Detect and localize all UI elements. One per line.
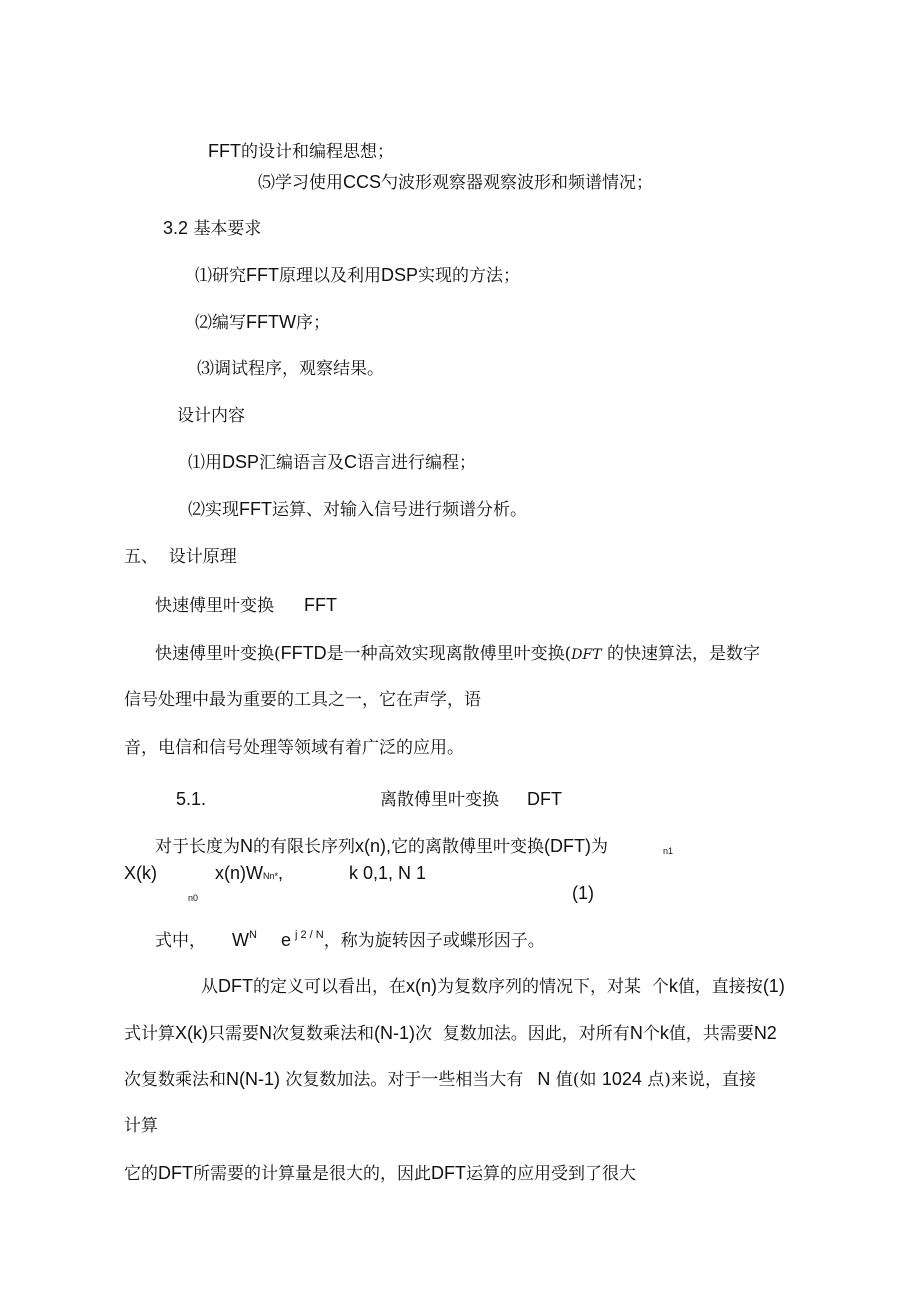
text-span: 它的离散傅里叶变换 [391,837,544,857]
text-span: 3.2 [163,218,189,238]
text-span: j 2 / N [294,929,324,941]
text-span: 音，电信和信号处理等领域有着广泛的应用。 [124,738,464,758]
text-line [258,171,653,194]
text-span: FFTW [246,312,296,332]
text-line [124,1068,756,1091]
text-span: 只需要 [208,1024,259,1044]
text-span: 的有限长序列 [253,837,355,857]
text-span: 对于长度为 [155,837,240,857]
text-span: 原理以及利用 [279,266,381,286]
text-span: n1 [663,846,674,856]
formula [349,862,426,884]
text-span: 的定义可以看出，在 [253,977,406,997]
text-span: ⑴用 [188,453,222,473]
text-span: 次复数乘法和 [124,1070,226,1090]
text-span: 式中， [155,931,206,951]
text-span: DFT [571,647,602,663]
chapter-heading [124,546,237,568]
text-span: 的快速算法，是数字 [601,644,760,664]
text-span: 序； [295,313,330,333]
text-span: DFT [218,976,253,996]
section-heading [177,405,245,427]
subsection-heading [176,788,206,811]
text-span: (1) [762,976,785,996]
text-span: ⑴研究 [195,266,246,286]
text-span: N [259,1023,272,1043]
text-span: 值，直接按 [677,977,763,997]
formula-sum-upper [663,845,673,857]
text-span: ⑵实现 [188,500,239,520]
text-span: 设计内容 [177,406,245,426]
text-span: 点)来说，直接 [641,1070,756,1090]
text-span: 离散傅里叶变换 [380,790,499,810]
text-span: k 0,1, N 1 [349,863,427,883]
text-span: FFT [208,141,241,161]
text-span: 次 复数加法。因此，对所有 [415,1024,630,1044]
text-span: DFT [527,789,562,809]
equation-number [572,882,594,904]
text-span: 所需要的计算量是很大的，因此 [193,1164,431,1184]
text-span: ，称为旋转因子或蝶形因子。 [323,931,545,951]
text-span: N2 [753,1023,777,1043]
text-span: X(k) [175,1023,208,1043]
text-line [195,264,520,287]
text-span: 运算的应用受到了很大 [466,1164,636,1184]
text-span: (N-1) [374,1023,415,1043]
text-span: (1) [572,883,594,903]
text-span: 是一种高效实现离散傅里叶变换( [326,644,572,664]
text-span: FFTD [280,643,327,663]
text-span: 从 [201,977,218,997]
text-span: CCS [343,172,382,192]
text-span: 五、 设计原理 [124,547,237,567]
text-line [124,1022,777,1045]
text-span: W [232,930,249,950]
text-span: x(n)W [215,863,263,883]
text-span: n0 [188,893,199,903]
text-span: FFT [239,499,272,519]
text-line [201,975,785,998]
text-line [124,1115,158,1137]
text-span: 汇编语言及 [259,453,345,473]
text-span: DFT [431,1163,466,1183]
text-span: 实现的方法； [418,266,521,286]
text-span: 式计算 [124,1024,175,1044]
text-span: 为 [590,837,608,857]
text-span: ⑶调试程序，观察结果。 [197,359,384,379]
text-line [197,358,384,380]
text-line [208,140,394,163]
text-span: 5.1. [176,789,207,809]
text-span: 为复数序列的情况下，对某 个 [437,977,669,997]
text-span: 语言进行编程； [357,453,477,473]
text-span: 的设计和编程思想； [241,142,394,162]
text-span: X(k) [124,863,157,883]
text-span: N [629,1023,643,1043]
text-span: FFT [246,265,279,285]
section-heading [163,217,261,240]
text-line [155,929,545,954]
subsection-heading [380,788,562,811]
text-span: x(n) [406,976,437,996]
text-span: ⑵编写 [195,313,246,333]
text-line [155,642,760,666]
text-span: 信号处理中最为重要的工具之一，它在声学，语 [124,690,481,710]
formula [215,862,283,887]
text-span: 勺波形观察器观察波形和频谱情况； [381,173,654,193]
text-line [124,1162,636,1185]
text-span: DFT [158,1163,193,1183]
text-span: 1024 [601,1069,642,1089]
text-span: e [280,930,291,950]
text-span: N [249,929,257,941]
text-span: N [263,871,270,881]
text-span: C [344,452,358,472]
text-span: n* [269,871,279,881]
text-span: 它的 [124,1164,158,1184]
text-span: 值，共需要 [668,1024,754,1044]
text-span: 次复数加法。对于一些相当大有 [280,1070,524,1090]
text-line [124,689,481,711]
text-line [188,498,527,521]
text-span: k [668,976,678,996]
text-span: N(N-1) [226,1069,280,1089]
text-span: FFT [304,595,337,615]
text-span: 次复数乘法和 [272,1024,374,1044]
text-span: 快速傅里叶变换 [155,596,274,616]
text-span: 运算、对输入信号进行频谱分析。 [272,500,527,520]
formula [124,862,157,884]
section-heading [155,594,337,617]
text-line [195,311,330,334]
text-span: DSP [381,265,419,285]
text-span: 值(如 [550,1070,602,1090]
text-span: , [278,863,284,883]
text-line [155,835,608,858]
text-span: k [659,1023,669,1043]
text-line [124,737,464,759]
text-span: 个 [642,1024,660,1044]
text-span: DSP [222,452,260,472]
text-line [188,451,476,474]
formula-sum-lower [188,892,198,904]
text-span: 基本要求 [193,219,262,239]
text-span: N [537,1069,551,1089]
text-span: x(n), [355,836,391,856]
text-span: ⑸学习使用 [258,173,343,193]
text-span: (DFT) [544,836,591,856]
text-span: 计算 [124,1116,158,1136]
text-span: 快速傅里叶变换( [155,644,281,664]
text-span: N [240,836,253,856]
